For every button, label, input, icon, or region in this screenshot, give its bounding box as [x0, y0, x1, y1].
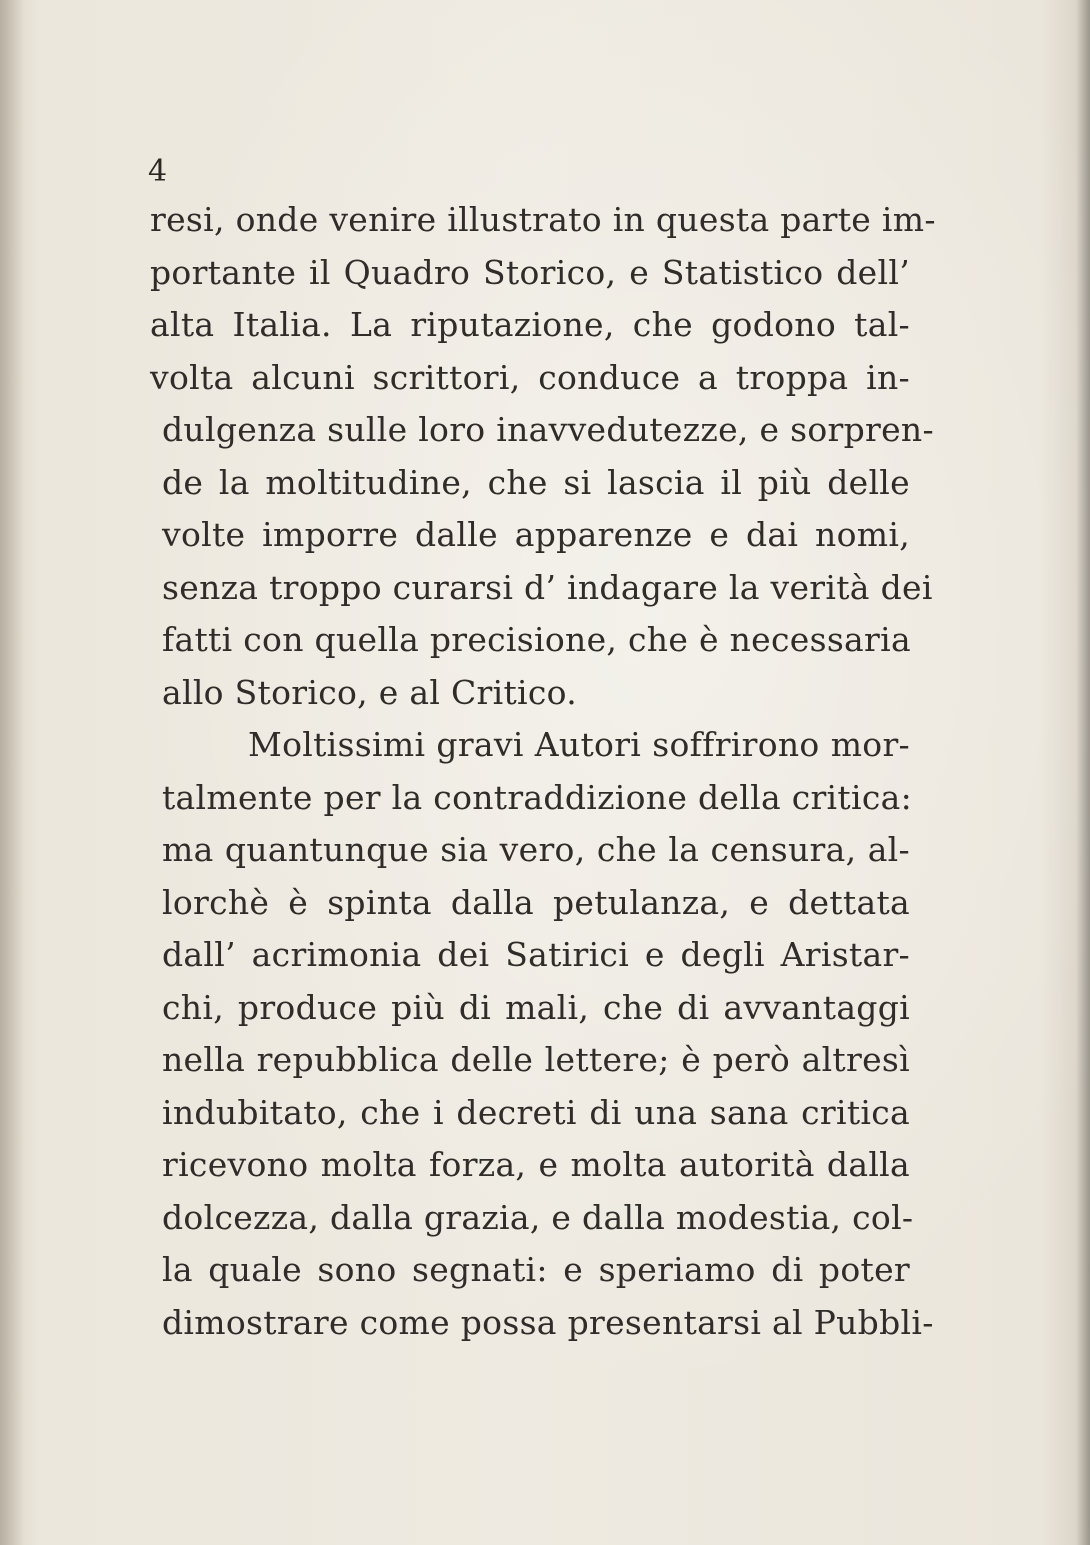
text-line: de la moltitudine, che si lascia il più delle [162, 462, 910, 502]
text-line: portante il Quadro Storico, e Statistico dell’ [150, 252, 910, 292]
text-line: chi, produce più di mali, che di avvantaggi [162, 987, 910, 1027]
page-edge-shadow [1076, 0, 1090, 1545]
text-line: nella repubblica delle lettere; è però altresì [162, 1040, 910, 1079]
text-line: Moltissimi gravi Autori soffrirono mor- [248, 725, 910, 764]
text-line: volta alcuni scrittori, conduce a troppa in- [150, 357, 910, 397]
page-gutter-shadow [0, 0, 24, 1545]
text-line: volte imporre dalle apparenze e dai nomi, [162, 515, 910, 554]
text-line: ma quantunque sia vero, che la censura, al- [162, 830, 910, 869]
text-line: alta Italia. La riputazione, che godono tal- [150, 305, 910, 344]
text-line: fatti con quella precisione, che è necessaria [162, 620, 911, 659]
text-line: allo Storico, e al Critico. [162, 672, 578, 712]
text-line: la quale sono segnati: e speriamo di poter [162, 1250, 910, 1289]
text-line: talmente per la contraddizione della critica: [162, 777, 913, 817]
body-text [150, 194, 936, 1349]
text-line: dall’ acrimonia dei Satirici e degli Aristar- [162, 935, 910, 974]
text-line: dolcezza, dalla grazia, e dalla modestia, col- [162, 1197, 914, 1237]
text-line: ricevono molta forza, e molta autorità dalla [162, 1145, 910, 1184]
text-line: indubitato, che i decreti di una sana critica [162, 1092, 910, 1132]
text-line: dimostrare come possa presentarsi al Pubbli- [162, 1302, 934, 1342]
text-line: dulgenza sulle loro inavvedutezze, e sorpren- [162, 410, 934, 449]
text-line: resi, onde venire illustrato in questa parte im- [150, 200, 936, 239]
text-line: lorchè è spinta dalla petulanza, e dettata [162, 882, 910, 922]
text-line: senza troppo curarsi d’ indagare la verità dei [162, 567, 933, 607]
page-number: 4 [148, 154, 168, 189]
